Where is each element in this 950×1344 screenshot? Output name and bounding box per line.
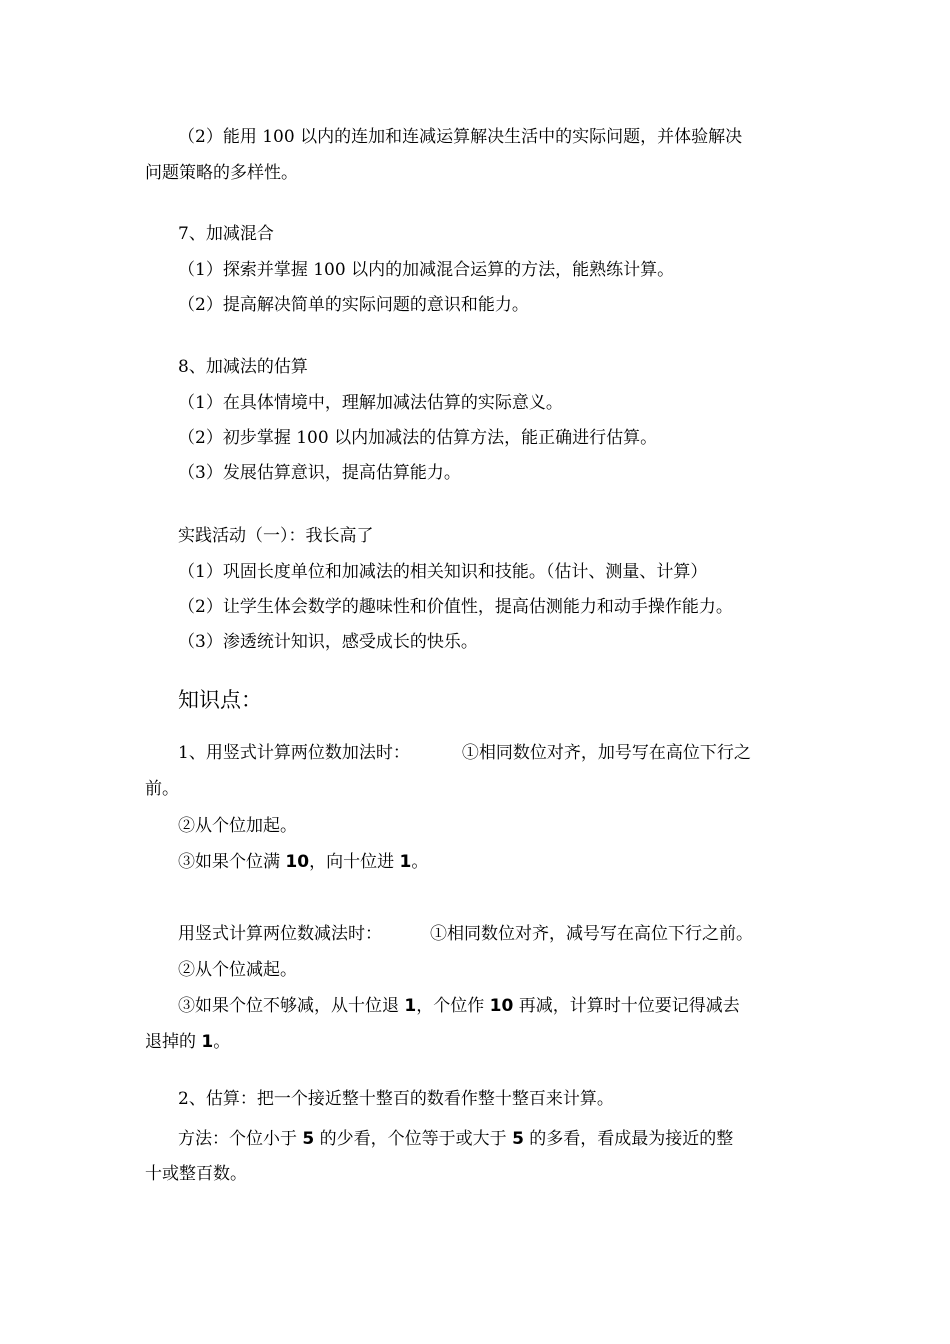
estimate-line: 十或整百数。 bbox=[145, 1164, 247, 1184]
list-item: （3）渗透统计知识，感受成长的快乐。 bbox=[178, 632, 478, 652]
rule-line bbox=[178, 922, 753, 946]
estimate-line bbox=[178, 1127, 733, 1151]
rule-line bbox=[145, 1030, 230, 1054]
bold-number: 10 bbox=[285, 852, 310, 872]
bold-number: 5 bbox=[302, 1129, 315, 1149]
rule-line bbox=[178, 994, 740, 1018]
knowledge-heading: 知识点： bbox=[178, 688, 262, 712]
list-item: （1）探索并掌握 100 以内的加减混合运算的方法，能熟练计算。 bbox=[178, 260, 675, 280]
rule-text: ③如果个位满 bbox=[178, 852, 286, 872]
rule-text: ，向十位进 bbox=[309, 852, 400, 872]
rule-line: 前。 bbox=[145, 779, 179, 799]
estimate-line: 2、估算：把一个接近整十整百的数看作整十整百来计算。 bbox=[178, 1089, 614, 1109]
section-title: 8、加减法的估算 bbox=[178, 357, 308, 377]
rule-text: ，个位作 bbox=[416, 996, 490, 1016]
paragraph-line: 问题策略的多样性。 bbox=[145, 163, 298, 183]
section-title: 7、加减混合 bbox=[178, 224, 274, 244]
bold-number: 10 bbox=[489, 996, 514, 1016]
rule-text: 方法：个位小于 bbox=[178, 1129, 303, 1149]
rule-text: 。 bbox=[411, 852, 429, 872]
rule-text: 的少看，个位等于或大于 bbox=[314, 1129, 513, 1149]
rule-text: 退掉的 bbox=[145, 1032, 202, 1052]
list-item: （2）提高解决简单的实际问题的意识和能力。 bbox=[178, 295, 529, 315]
rule-text: 。 bbox=[213, 1032, 231, 1052]
list-item: （2）初步掌握 100 以内加减法的估算方法，能正确进行估算。 bbox=[178, 428, 658, 448]
rule-text: ①相同数位对齐，减号写在高位下行之前。 bbox=[430, 924, 753, 944]
rule-line bbox=[178, 850, 428, 874]
list-item: （1）在具体情境中，理解加减法估算的实际意义。 bbox=[178, 393, 563, 413]
rule-text: ①相同数位对齐，加号写在高位下行之 bbox=[461, 743, 751, 763]
rule-text: 再减，计算时十位要记得减去 bbox=[513, 996, 740, 1016]
paragraph-line: （2）能用 100 以内的连加和连减运算解决生活中的实际问题，并体验解决 bbox=[178, 127, 743, 147]
rule-label: 1、用竖式计算两位数加法时： bbox=[178, 743, 410, 763]
list-item: （1）巩固长度单位和加减法的相关知识和技能。（估计、测量、计算） bbox=[178, 562, 708, 582]
bold-number: 1 bbox=[201, 1032, 214, 1052]
bold-number: 1 bbox=[399, 852, 412, 872]
rule-text: 的多看，看成最为接近的整 bbox=[523, 1129, 734, 1149]
rule-line bbox=[178, 741, 751, 765]
list-item: （2）让学生体会数学的趣味性和价值性，提高估测能力和动手操作能力。 bbox=[178, 597, 733, 617]
list-item: （3）发展估算意识，提高估算能力。 bbox=[178, 463, 461, 483]
rule-line: ②从个位减起。 bbox=[178, 960, 297, 980]
bold-number: 1 bbox=[404, 996, 417, 1016]
bold-number: 5 bbox=[512, 1129, 524, 1149]
rule-text: ③如果个位不够减，从十位退 bbox=[178, 996, 405, 1016]
rule-line: ②从个位加起。 bbox=[178, 816, 297, 836]
section-title: 实践活动（一）：我长高了 bbox=[178, 526, 374, 546]
rule-label: 用竖式计算两位数减法时： bbox=[178, 924, 382, 944]
